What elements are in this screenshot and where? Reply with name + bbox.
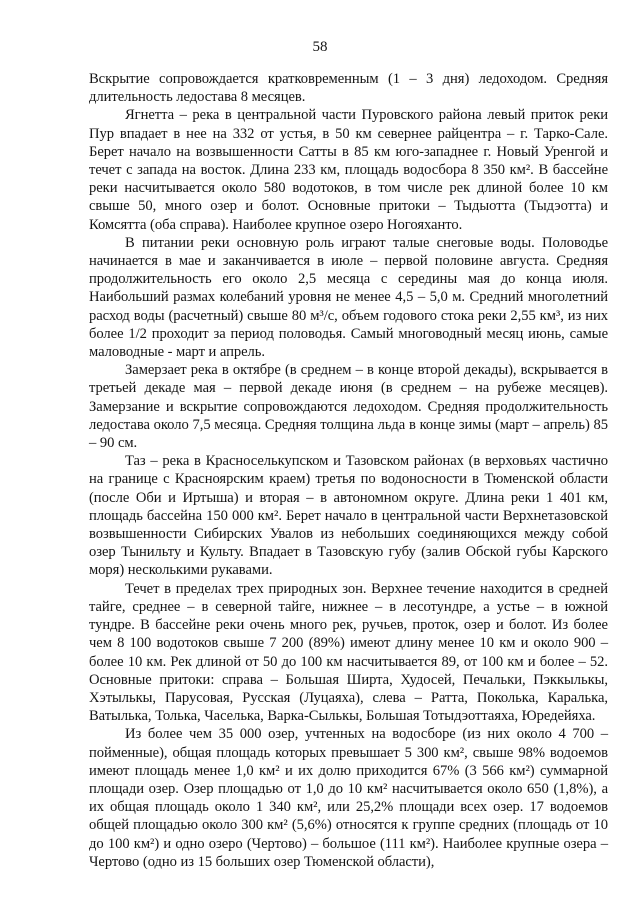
document-body — [89, 70, 608, 871]
paragraph: Ягнетта – река в центральной части Пуровского района левый приток реки Пур впадает в нее на 332 от устья, в 50 км севернее райцентра – г. Тарко-Сале. Берет начало на возвышенности Сатты в 85 км юго-западнее г. Новый Уренгой и течет с запада на восток. Длина 233 км, площадь водосбора 8 350 км². В бассейне реки насчитывается около 580 водотоков, в том числе рек длиной более 10 км свыше 50, много озер и болот. Основные притоки – Тыдыотта (Тыдэотта) и Комсятта (оба справа). Наиболее крупное озеро Ногояханто. — [89, 107, 608, 233]
paragraph: Из более чем 35 000 озер, учтенных на водосборе (из них около 4 700 – пойменные), общая площадь которых превышает 5 300 км², свыше 98% водоемов имеют площадь менее 1,0 км² и их долю приходится 67% (3 566 км²) суммарной площади озер. Озер площадью от 1,0 до 10 км² насчитывается около 650 (1,8%), а их общая площадь около 1 340 км², или 25,2% площади всех озер. 17 водоемов общей площадью около 300 км² (5,6%) относятся к группе средних (площадь от 10 до 100 км²) и одно озеро (Чертово) – большое (111 км²). Наиболее крупные озера – Чертово (одно из 15 больших озер Тюменской области), — [89, 726, 608, 870]
page-number: 58 — [312, 39, 328, 55]
paragraph: Вскрытие сопровождается кратковременным (1 – 3 дня) ледоходом. Средняя длительность ледостава 8 месяцев. — [89, 71, 608, 106]
paragraph: Таз – река в Красноселькупском и Тазовском районах (в верховьях частично на границе с Красноярским краем) третья по водоносности в Тюменской области (после Оби и Иртыша) и вторая – в автономном округе. Длина реки 1 401 км, площадь бассейна 150 000 км². Берет начало в центральной части Верхнетазовской возвышенности Сибирских Увалов из небольших соединяющихся между собой озер Тынильту и Культу. Впадает в Тазовскую губу (залив Обской губы Карского моря) несколькими рукавами. — [89, 453, 608, 579]
paragraph: Течет в пределах трех природных зон. Верхнее течение находится в средней тайге, среднее – в северной тайге, нижнее – в лесотундре, а устье – в южной тундре. В бассейне реки очень много рек, ручьев, проток, озер и болот. Из более чем 8 100 водотоков свыше 7 200 (89%) имеют длину менее 10 км и около 900 – более 10 км. Рек длиной от 50 до 100 км насчитывается 89, от 100 км и более – 52. Основные притоки: справа – Большая Ширта, Худосей, Печальки, Пэккылькы, Хэтылькы, Парусовая, Русская (Луцаяха), слева – Ратта, Поколька, Каралька, Ватылька, Толька, Часелька, Варка-Сылькы, Большая Тотыдэоттаяха, Юредейяха. — [89, 580, 608, 725]
paragraph: Замерзает река в октябре (в среднем – в конце второй декады), вскрывается в третьей декаде мая – первой декаде июня (в среднем – на рубеже месяцев). Замерзание и вскрытие сопровождаются ледоходом. Средняя продолжительность ледостава около 7,5 месяца. Средняя толщина льда в конце зимы (март – апрель) 85 – 90 см. — [89, 362, 608, 452]
paragraph: В питании реки основную роль играют талые снеговые воды. Половодье начинается в мае и заканчивается в июле – первой половине августа. Средняя продолжительность его около 2,5 месяца с середины мая до конца июля. Наибольший размах колебаний уровня не менее 4,5 – 5,0 м. Средний многолетний расход воды (расчетный) свыше 80 м³/с, объем годового стока реки 2,55 км³, из них более 1/2 проходит за период половодья. Самый многоводный месяц июнь, самые маловодные - март и апрель. — [89, 234, 608, 361]
